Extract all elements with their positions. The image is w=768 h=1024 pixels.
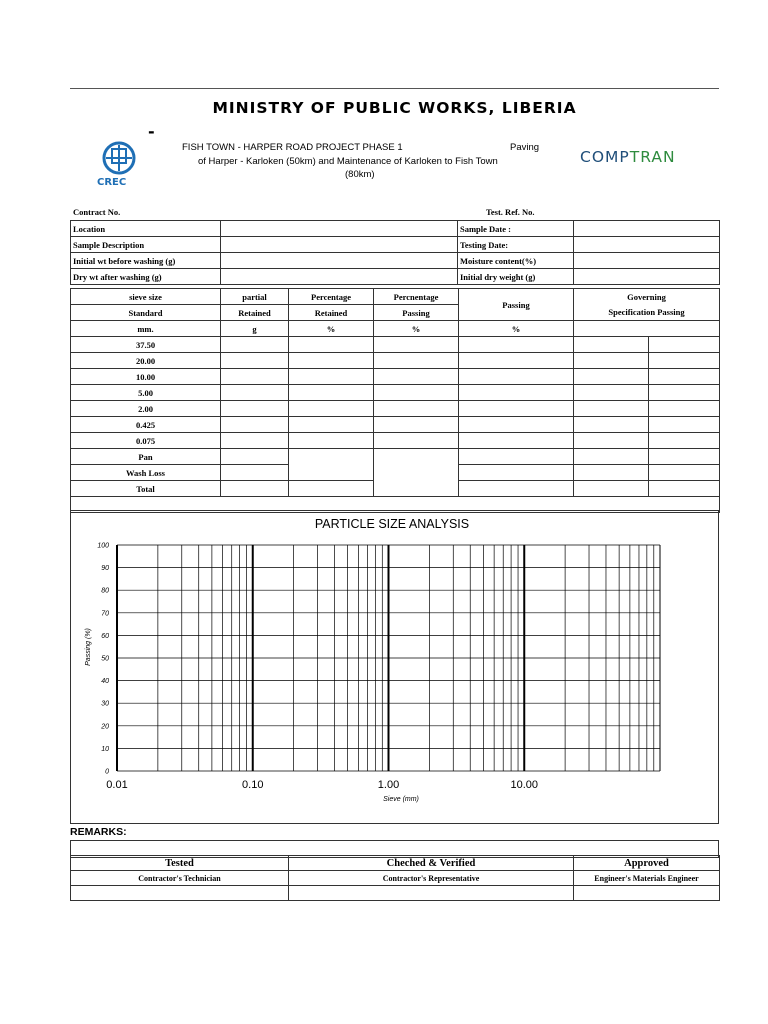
y-tick-label: 10: [101, 745, 109, 753]
cell[interactable]: [649, 401, 720, 417]
unit-g: g: [221, 321, 289, 337]
cell[interactable]: [221, 353, 289, 369]
sieve-row: [71, 449, 720, 465]
info-label: Dry wt after washing (g): [71, 269, 221, 285]
checked-role: Contractor's Representative: [289, 871, 574, 886]
sieve-size: 0.425: [71, 417, 221, 433]
cell[interactable]: [459, 465, 574, 481]
info-row: [71, 237, 720, 253]
project-line-2: of Harper - Karloken (50km) and Maintenance of Karloken to Fish Town: [198, 156, 498, 167]
remarks-label: REMARKS:: [70, 826, 127, 838]
cell[interactable]: [374, 417, 459, 433]
cell[interactable]: [574, 353, 649, 369]
approved-header: Approved: [574, 856, 720, 871]
approved-role: Engineer's Materials Engineer: [574, 871, 720, 886]
info-value[interactable]: [221, 253, 458, 269]
cell[interactable]: [374, 369, 459, 385]
comptran-logo-b: TRAN: [629, 148, 676, 166]
top-rule: [70, 88, 719, 89]
sieve-table: [70, 288, 720, 513]
project-line-3: (80km): [345, 169, 375, 180]
cell[interactable]: [574, 481, 649, 497]
cell[interactable]: [649, 481, 720, 497]
y-tick-labels: [97, 543, 109, 776]
info-value[interactable]: [221, 221, 458, 237]
cell[interactable]: [289, 369, 374, 385]
tested-role: Contractor's Technician: [71, 871, 289, 886]
unit-percent: %: [374, 321, 459, 337]
cell[interactable]: [459, 433, 574, 449]
y-tick-label: 0: [105, 768, 109, 776]
cell[interactable]: [289, 337, 374, 353]
x-tick-label: 10.00: [510, 779, 539, 791]
cell[interactable]: [374, 385, 459, 401]
info-label: Testing Date:: [458, 237, 574, 253]
x-tick-label: 0.01: [106, 779, 128, 791]
unit-percent: %: [289, 321, 374, 337]
cell[interactable]: [459, 449, 574, 465]
cell[interactable]: [459, 369, 574, 385]
y-tick-label: 70: [101, 610, 109, 618]
sieve-size: 20.00: [71, 353, 221, 369]
cell[interactable]: [574, 417, 649, 433]
cell[interactable]: [221, 481, 289, 497]
cell[interactable]: [574, 385, 649, 401]
cell[interactable]: [374, 401, 459, 417]
info-value[interactable]: [221, 269, 458, 285]
signature-row: [71, 886, 720, 901]
cell: [374, 449, 459, 497]
contract-no-label: Contract No.: [73, 207, 121, 217]
crec-logo: [95, 140, 147, 188]
cell[interactable]: [221, 449, 289, 465]
sieve-row: [71, 353, 720, 369]
cell[interactable]: [289, 417, 374, 433]
info-row: [71, 253, 720, 269]
cell[interactable]: [649, 353, 720, 369]
cell[interactable]: [459, 481, 574, 497]
y-tick-label: 50: [101, 655, 109, 663]
cell[interactable]: [649, 385, 720, 401]
sieve-row: [71, 369, 720, 385]
x-tick-label: 0.10: [242, 779, 264, 791]
y-tick-label: 30: [101, 700, 109, 708]
signature-role-row: [71, 871, 720, 886]
col-header-passing: Passing: [374, 305, 459, 321]
col-header-passing: Passing: [459, 289, 574, 321]
cell[interactable]: [221, 433, 289, 449]
cell[interactable]: [289, 433, 374, 449]
cell[interactable]: [221, 465, 289, 481]
y-tick-label: 90: [101, 565, 109, 573]
sieve-row: [71, 433, 720, 449]
col-header-percentage-passing: Percnentage: [374, 289, 459, 305]
info-value[interactable]: [574, 237, 720, 253]
cell[interactable]: [459, 401, 574, 417]
cell[interactable]: [459, 353, 574, 369]
cell[interactable]: [649, 417, 720, 433]
checked-signature[interactable]: [289, 886, 574, 901]
info-label: Sample Date :: [458, 221, 574, 237]
cell[interactable]: [459, 385, 574, 401]
info-label: Location: [71, 221, 221, 237]
x-tick-label: 1.00: [377, 779, 400, 791]
sieve-size: 37.50: [71, 337, 221, 353]
unit-blank: [574, 321, 720, 337]
cell[interactable]: [221, 369, 289, 385]
cell[interactable]: [649, 465, 720, 481]
info-value[interactable]: [574, 253, 720, 269]
cell[interactable]: [221, 401, 289, 417]
sieve-row: [71, 417, 720, 433]
crec-logo-text: CREC: [97, 177, 127, 188]
pan-label: Pan: [71, 449, 221, 465]
cell[interactable]: [221, 337, 289, 353]
tested-header: Tested: [71, 856, 289, 871]
sieve-unit-row: [71, 321, 720, 337]
col-header-retained: Retained: [221, 305, 289, 321]
total-label: Total: [71, 481, 221, 497]
sieve-row: [71, 401, 720, 417]
cell[interactable]: [289, 385, 374, 401]
cell[interactable]: [574, 465, 649, 481]
sieve-size: 10.00: [71, 369, 221, 385]
info-row: [71, 269, 720, 285]
col-header-sieve-size: sieve size: [71, 289, 221, 305]
wash-loss-label: Wash Loss: [71, 465, 221, 481]
cell[interactable]: [574, 369, 649, 385]
tested-signature[interactable]: [71, 886, 289, 901]
cell[interactable]: [649, 433, 720, 449]
cell[interactable]: [221, 385, 289, 401]
cell[interactable]: [649, 369, 720, 385]
comptran-logo-a: COMP: [580, 148, 630, 166]
sample-info-table: [70, 220, 720, 285]
cell[interactable]: [649, 449, 720, 465]
sieve-header-row: [71, 289, 720, 305]
cell[interactable]: [649, 337, 720, 353]
info-value[interactable]: [574, 269, 720, 285]
cell[interactable]: [221, 417, 289, 433]
cell[interactable]: [459, 337, 574, 353]
cell[interactable]: [574, 337, 649, 353]
info-label: Initial wt before washing (g): [71, 253, 221, 269]
cell[interactable]: [459, 417, 574, 433]
cell[interactable]: [574, 401, 649, 417]
col-header-governing: Governing: [574, 289, 720, 305]
cell[interactable]: [374, 433, 459, 449]
x-axis-label: Sieve (mm): [383, 796, 419, 803]
particle-size-chart: [70, 510, 719, 824]
info-label: Initial dry weight (g): [458, 269, 574, 285]
unit-percent: %: [459, 321, 574, 337]
col-header-standard: Standard: [71, 305, 221, 321]
test-ref-no-label: Test. Ref. No.: [486, 207, 535, 217]
unit-mm: mm.: [71, 321, 221, 337]
y-axis-label: Passing (%): [85, 628, 92, 666]
sieve-size: 2.00: [71, 401, 221, 417]
sieve-row: [71, 337, 720, 353]
cell[interactable]: [574, 449, 649, 465]
signature-header-row: [71, 856, 720, 871]
col-header-partial: partial: [221, 289, 289, 305]
sieve-size: 0.075: [71, 433, 221, 449]
info-label: Moisture content(%): [458, 253, 574, 269]
y-tick-label: 40: [101, 678, 109, 686]
cell[interactable]: [374, 353, 459, 369]
cell[interactable]: [289, 401, 374, 417]
y-tick-label: 60: [101, 632, 109, 640]
y-tick-label: 20: [101, 723, 109, 731]
page-title: MINISTRY OF PUBLIC WORKS, LIBERIA: [212, 99, 577, 117]
cell[interactable]: [289, 449, 374, 481]
chart-title: PARTICLE SIZE ANALYSIS: [314, 517, 470, 531]
info-row: [71, 221, 720, 237]
col-header-specification: Specification Passing: [574, 305, 720, 321]
sieve-size: 5.00: [71, 385, 221, 401]
signature-table: [70, 855, 720, 901]
project-line-1: FISH TOWN - HARPER ROAD PROJECT PHASE 1: [182, 142, 403, 153]
cell[interactable]: [289, 353, 374, 369]
info-value[interactable]: [574, 221, 720, 237]
title-dash: -: [148, 122, 155, 141]
x-tick-labels: [106, 779, 538, 791]
info-label: Sample Description: [71, 237, 221, 253]
approved-signature[interactable]: [574, 886, 720, 901]
checked-header: Cheched & Verified: [289, 856, 574, 871]
col-header-percentage: Percentage: [289, 289, 374, 305]
cell[interactable]: [374, 337, 459, 353]
sieve-row: [71, 385, 720, 401]
cell[interactable]: [574, 433, 649, 449]
comptran-logo: [580, 148, 676, 166]
col-header-retained: Retained: [289, 305, 374, 321]
project-paving: Paving: [510, 142, 540, 153]
sieve-header-row: [71, 305, 720, 321]
cell: [289, 481, 374, 497]
info-value[interactable]: [221, 237, 458, 253]
y-tick-label: 80: [101, 587, 109, 595]
y-tick-label: 100: [97, 542, 109, 550]
